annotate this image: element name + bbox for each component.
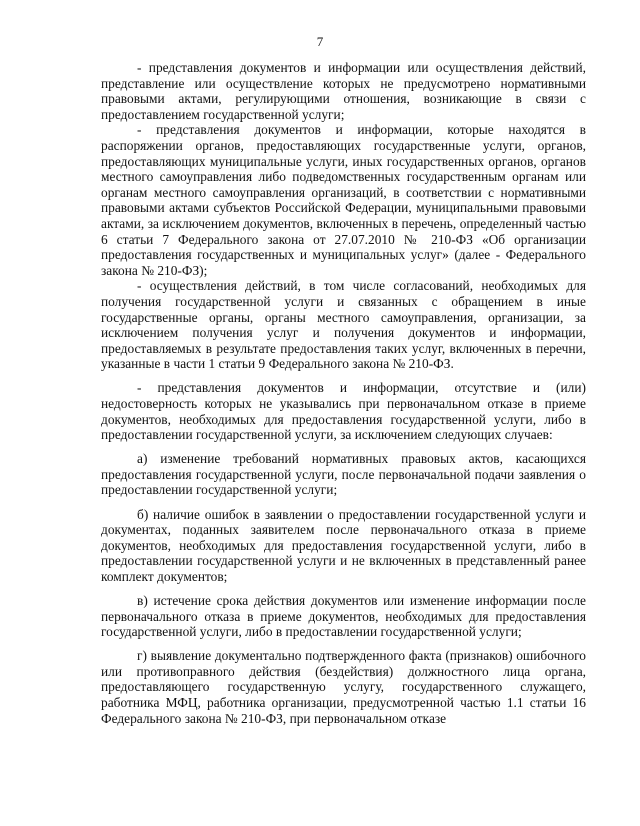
page-number: 7 (316, 34, 324, 49)
paragraph-3: - осуществления действий, в том числе согласований, необходимых для получения государственной услуги и связанных с обращением в иные государственные органы, органы местного самоуправления, организации, за исключением получения услуг и получения документов и информации, предоставляемых в результате предоставления таких услуг, включенных в перечни, указанные в части 1 статьи 9 Федерального закона № 210-ФЗ. (101, 278, 586, 372)
paragraph-case-g: г) выявление документально подтвержденного факта (признаков) ошибочного или противоправного действия (бездействия) должностного лица органа, предоставляющего государственную услугу, государственного служащего, работника МФЦ, работника организации, предусмотренной частью 1.1 статьи 16 Федерального закона № 210-ФЗ, при первоначальном отказе (101, 648, 586, 726)
paragraph-1: - представления документов и информации или осуществления действий, представление или осуществление которых не предусмотрено нормативными правовыми актами, регулирующими отношения, возникающие в связи с предоставлением государственной услуги; (101, 60, 586, 122)
paragraph-2: - представления документов и информации, которые находятся в распоряжении органов, предоставляющих государственные услуги, органов, предоставляющих муниципальные услуги, иных государственных органов, органов местного самоуправления либо подведомственных государственным органам или органам местного самоуправления организаций, в соответствии с нормативными правовыми актами субъектов Российской Федерации, муниципальными правовыми актами, за исключением документов, включенных в перечень, определенный частью 6 статьи 7 Федерального закона от 27.07.2010 № 210-ФЗ «Об организации предоставления государственных и муниципальных услуг» (далее - Федерального закона № 210-ФЗ); (101, 122, 586, 278)
document-body (101, 60, 586, 726)
paragraph-case-v: в) истечение срока действия документов или изменение информации после первоначального отказа в приеме документов, необходимых для предоставления государственной услуги, либо в предоставлении государственной услуги; (101, 593, 586, 640)
paragraph-case-b: б) наличие ошибок в заявлении о предоставлении государственной услуги и документах, поданных заявителем после первоначального отказа в приеме документов, необходимых для предоставления государственной услуги, либо в предоставлении государственной услуги и не включенных в представленный ранее комплект документов; (101, 506, 586, 584)
paragraph-case-a: а) изменение требований нормативных правовых актов, касающихся предоставления государственной услуги, после первоначальной подачи заявления о предоставлении государственной услуги; (101, 451, 586, 498)
paragraph-4: - представления документов и информации, отсутствие и (или) недостоверность которых не указывались при первоначальном отказе в приеме документов, необходимых для предоставления государственной услуги, либо в предоставлении государственной услуги, за исключением следующих случаев: (101, 380, 586, 443)
